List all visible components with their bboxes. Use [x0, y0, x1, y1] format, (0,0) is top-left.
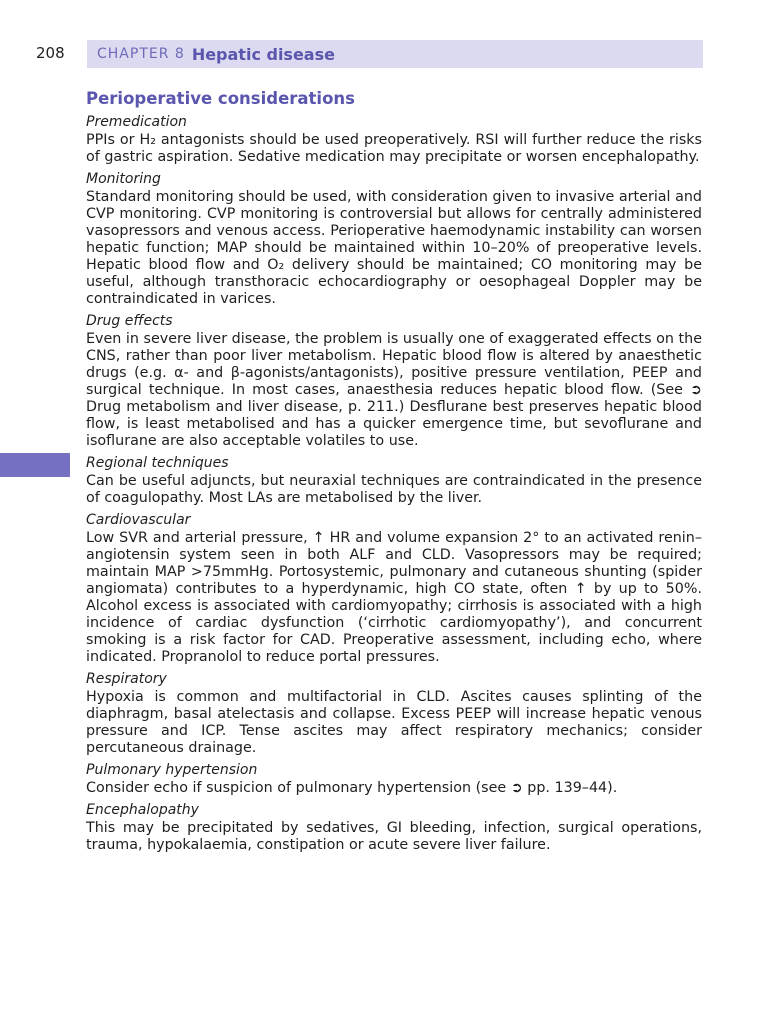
subsection-text: Can be useful adjuncts, but neuraxial techniques are contraindicated in the presence of coagulopathy. Most LAs are metabolised by the liver.: [86, 473, 702, 506]
subsection-respiratory: [86, 670, 702, 757]
subsection-heading: Encephalopathy: [86, 802, 199, 818]
subsection-heading: Regional techniques: [86, 455, 229, 471]
subsection-regional-techniques: [86, 454, 702, 507]
subsection-text: PPIs or H₂ antagonists should be used preoperatively. RSI will further reduce the risks of gastric aspiration. Sedative medication may precipitate or worsen encephalopathy.: [86, 132, 702, 165]
subsection-heading: Cardiovascular: [86, 512, 191, 528]
chapter-header-bar: [87, 40, 703, 68]
subsection-text: Even in severe liver disease, the problem is usually one of exaggerated effects on the CNS, rather than poor liver metabolism. Hepatic blood flow is altered by anaesthetic drugs (e.g. α- and β-agonists/antagonists), positive pressure ventilation, PEEP and surgical technique. In most cases, anaesthesia reduces hepatic blood flow. (See ➲ Drug metabolism and liver disease, p. 211.) Desflurane best preserves hepatic blood flow, is least metabolised and has a quicker emergence time, but sevoflurane and isoflurane are also acceptable volatiles to use.: [86, 331, 702, 449]
subsection-text: Low SVR and arterial pressure, ↑ HR and volume expansion 2° to an activated renin–angiotensin system seen in both ALF and CLD. Vasopressors may be required; maintain MAP >75mmHg. Portosystemic, pulmonary and cutaneous shunting (spider angiomata) contributes to a hyperdynamic, high CO state, often ↑ by up to 50%. Alcohol excess is associated with cardiomyopathy; cirrhosis is associated with a high incidence of cardiac dysfunction (‘cirrhotic cardiomyopathy’), and concurrent smoking is a risk factor for CAD. Preoperative assessment, including echo, where indicated. Propranolol to reduce portal pressures.: [86, 530, 702, 665]
subsection-encephalopathy: [86, 801, 702, 854]
subsection-heading: Drug effects: [86, 313, 173, 329]
subsection-text: Standard monitoring should be used, with consideration given to invasive arterial and CVP monitoring. CVP monitoring is controversial but allows for centrally administered vasopressors and venous access. Perioperative haemodynamic instability can worsen hepatic function; MAP should be maintained within 10–20% of preoperative levels. Hepatic blood flow and O₂ delivery should be maintained; CO monitoring may be useful, although transthoracic echocardiography or oesophageal Doppler may be contraindicated in varices.: [86, 189, 702, 307]
chapter-label: CHAPTER 8: [97, 46, 185, 62]
subsection-text: Consider echo if suspicion of pulmonary hypertension (see ➲ pp. 139–44).: [86, 780, 618, 796]
subsection-heading: Respiratory: [86, 671, 167, 687]
subsection-drug-effects: [86, 312, 702, 450]
subsection-premedication: [86, 113, 702, 166]
chapter-title: Hepatic disease: [191, 44, 335, 64]
subsection-text: Hypoxia is common and multifactorial in CLD. Ascites causes splinting of the diaphragm, basal atelectasis and collapse. Excess PEEP will increase hepatic venous pressure and ICP. Tense ascites may affect respiratory mechanics; consider percutaneous drainage.: [86, 689, 702, 756]
page-number: 208: [36, 44, 65, 62]
subsection-cardiovascular: [86, 511, 702, 666]
subsection-pulmonary-hypertension: [86, 761, 702, 797]
page-content: [86, 88, 702, 858]
chapter-thumb-tab: [0, 453, 70, 477]
subsection-text: This may be precipitated by sedatives, GI bleeding, infection, surgical operations, trauma, hypokalaemia, constipation or acute severe liver failure.: [86, 820, 702, 853]
subsection-heading: Premedication: [86, 114, 187, 130]
subsection-monitoring: [86, 170, 702, 308]
section-title: Perioperative considerations: [86, 89, 355, 108]
subsection-heading: Pulmonary hypertension: [86, 762, 258, 778]
subsection-heading: Monitoring: [86, 171, 161, 187]
